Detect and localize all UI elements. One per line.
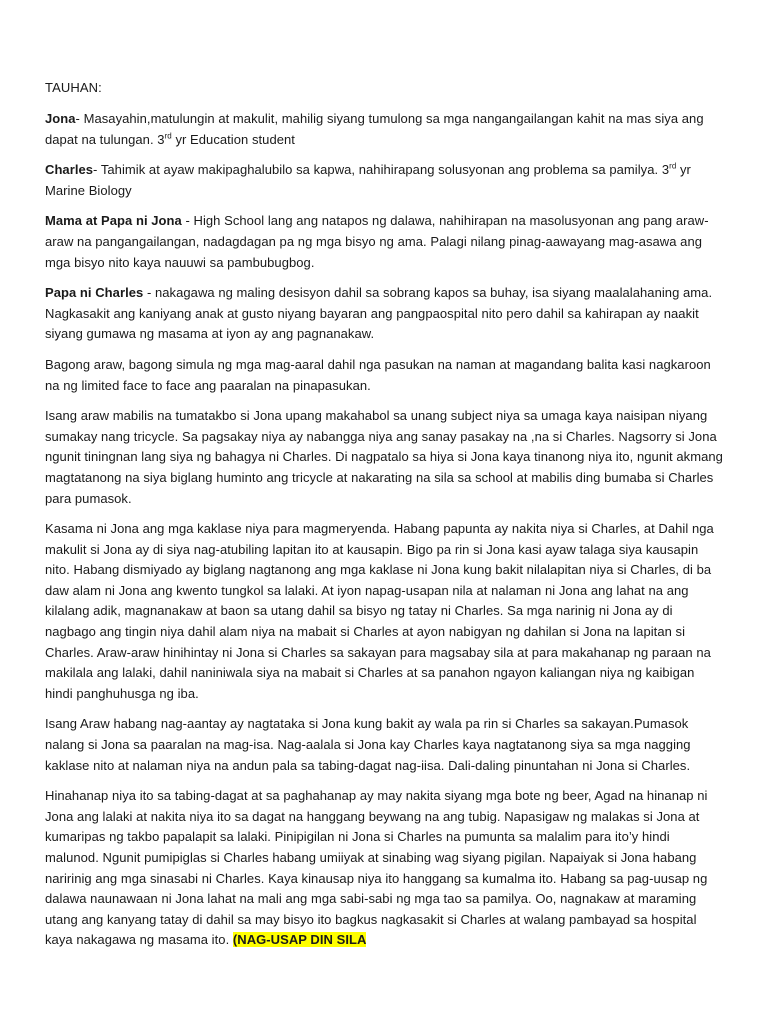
story-paragraph: Bagong araw, bagong simula ng mga mag-aaral dahil nga pasukan na naman at magandang balita kasi nagkaroon na ng limited face to face ang paaralan na pinapasukan. xyxy=(45,356,711,393)
ordinal-suffix: rd xyxy=(669,161,677,171)
character-description-tail: yr Marine Biology xyxy=(45,162,691,198)
character-description-tail: yr Education student xyxy=(171,131,295,147)
story-paragraph: Kasama ni Jona ang mga kaklase niya para magmeryenda. Habang papunta ay nakita niya si Charles, at Dahil nga makulit si Jona ay di siya nag-atubiling lapitan ito at kausapin. Bigo pa rin si Jona kasi ayaw talaga siya kausapin nito. Habang dismiyado ay biglang nagtanong ang mga kaklase ni Jona kung bakit nilalapitan niya si Charles, di ba daw alam ni Jona ang kwento tungkol sa lalaki. At iyon napag-usapan nila at nalaman ni Jona ang lahat na ang kilalang adik, magnanakaw at baon sa utang dahil sa bisyo ng tatay ni Charles. Sa mga narinig ni Jona ay di nagbago ang tingin niya dahil alam niya na mabait si Charles at ayon nabigyan ng dahilan si Jona na lapitan si Charles. Araw-araw hinihintay ni Jona si Charles sa sakayan para magsabay sila at para makahanap ng paraan na makilala ang lalaki, dahil naniniwala siya na mabait si Charles at sa panahon ngayon kaliangan niya ng kaibigan hindi panghuhusga ng iba. xyxy=(45,521,714,701)
character-name: Charles xyxy=(45,162,94,178)
character-name: Jona xyxy=(45,111,76,126)
story-paragraph-last xyxy=(45,786,725,951)
character-description: - nakagawa ng maling desisyon dahil sa sobrang kapos sa buhay, isa siyang maalalahaning ama. Nagkasakit ang kaniyang anak at gusto niyang bayaran ang pangpaospital nito pero dahil sa kahirapan ay naakit siyang gumawa ng masama at iyon ay ang pagnanakaw. xyxy=(45,285,713,342)
ordinal-suffix: rd xyxy=(164,131,172,141)
document-page xyxy=(45,78,725,961)
character-description: - High School lang ang natapos ng dalawa, nahihirapan na masolusyonan ang pang araw-araw na pangangailangan, nadagdagan pa ng mga bisyo ng ama. Palagi nilang pinag-aawayang mag-asawa ang mga bisyo nito kaya nauuwi sa pambubugbog. xyxy=(45,213,709,270)
character-name: Mama at Papa ni Jona xyxy=(45,213,182,229)
character-entry-jona xyxy=(45,109,725,150)
character-entry-charles-father xyxy=(45,283,725,345)
character-entry-jona-parents xyxy=(45,211,725,273)
character-name: Papa ni Charles xyxy=(45,285,144,301)
highlighted-note: (NAG-USAP DIN SILA xyxy=(232,932,367,948)
story-paragraph: Isang Araw habang nag-aantay ay nagtataka si Jona kung bakit ay wala pa rin si Charles sa sakayan.Pumasok nalang si Jona sa paaralan na mag-isa. Nag-aalala si Jona kay Charles kaya nagtatanong siya sa mga nagging kaklase nito at nalaman niya na andun pala sa tabing-dagat nag-iisa. Dali-daling pinuntahan ni Jona si Charles. xyxy=(45,716,691,773)
character-description: - Tahimik at ayaw makipaghalubilo sa kapwa, nahihirapang solusyonan ang problema sa pamilya. 3 xyxy=(93,162,670,178)
story-paragraph-text: Hinahanap niya ito sa tabing-dagat at sa paghahanap ay may nakita siyang mga bote ng beer, Agad na hinanap ni Jona ang lalaki at nakita niya ito sa dagat na hanggang beywang na ang tubig. Napasigaw ng malakas si Jona at kumaripas ng takbo papalapit sa lalaki. Pinipigilan ni Jona si Charles na pumunta sa malalim para ito’y hindi malunod. Ngunit pumipiglas si Charles habang umiiyak at sinabing wag siyang pigilan. Napaiyak si Jona habang naririnig ang mga sinasabi ni Charles. Kaya kinausap niya ito hanggang sa kumalma ito. Habang sa pag-uusap ng dalawa naunawaan ni Jona lahat na mali ang mga sabi-sabi ng mga tao sa pamilya. Oo, nagnakaw at maraming utang ang kanyang tatay di dahil sa may bisyo ito bagkus nagkasakit si Charles at walang pambayad sa hospital kaya nakagawa ng masama ito. xyxy=(45,788,708,948)
section-heading: TAUHAN: xyxy=(45,80,102,95)
character-entry-charles xyxy=(45,160,725,201)
character-description: - Masayahin,matulungin at makulit, mahilig siyang tumulong sa mga nangangailangan kahit na mas siya ang dapat na tulungan. 3 xyxy=(45,111,704,147)
story-paragraph: Isang araw mabilis na tumatakbo si Jona upang makahabol sa unang subject niya sa umaga kaya naisipan niyang sumakay nang tricycle. Sa pagsakay niya ay nabangga niya ang sanay pasakay na ,na si Charles. Nagsorry si Jona ngunit tiningnan lang siya ng bahagya ni Charles. Di nagpatalo sa hiya si Jona kaya tinanong niya ito, ngunit akmang magtatanong na siya biglang huminto ang tricycle at nakarating na sila sa school at mabilis ding bumaba si Charles para pumasok. xyxy=(45,408,723,506)
